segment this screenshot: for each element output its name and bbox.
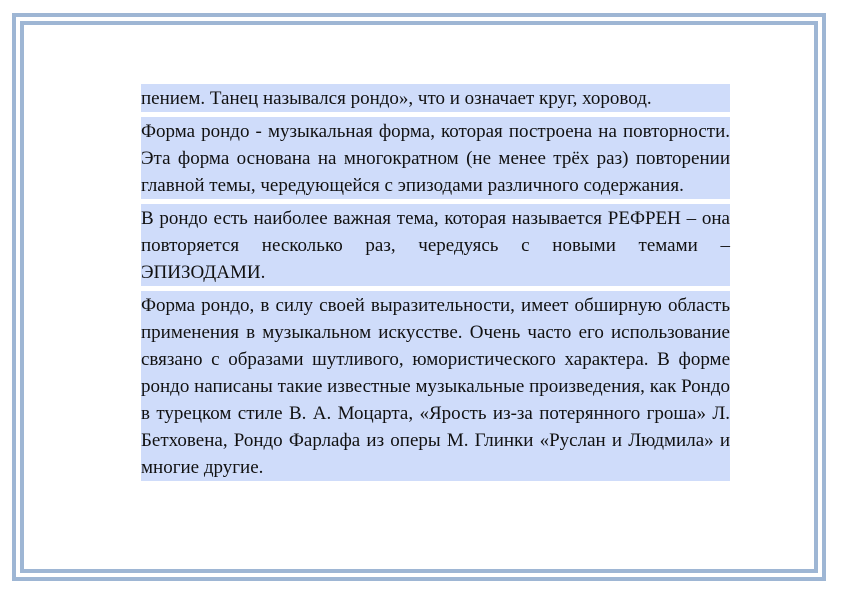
paragraph-rondo-definition: Форма рондо - музыкальная форма, которая построена на повторности. Эта форма основана на многократном (не менее трёх раз) повторении главной темы, чередующейся с эпизодами различного содержания.	[141, 117, 730, 199]
paragraph-rondo-usage: Форма рондо, в силу своей выразительности, имеет обширную область применения в музыкальном искусстве. Очень часто его использование связано с образами шутливого, юмористического характера. В форме рондо написаны такие известные музыкальные произведения, как Рондо в турецком стиле В. А. Моцарта, «Ярость из-за потерянного гроша» Л. Бетховена, Рондо Фарлафа из оперы М. Глинки «Руслан и Людмила» и многие другие.	[141, 291, 730, 481]
text-body	[141, 84, 730, 481]
paragraph-dance-intro: пением. Танец назывался рондо», что и означает круг, хоровод.	[141, 84, 730, 112]
paragraph-refrain: В рондо есть наиболее важная тема, которая называется РЕФРЕН – она повторяется несколько раз, чередуясь с новыми темами – ЭПИЗОДАМИ.	[141, 204, 730, 286]
